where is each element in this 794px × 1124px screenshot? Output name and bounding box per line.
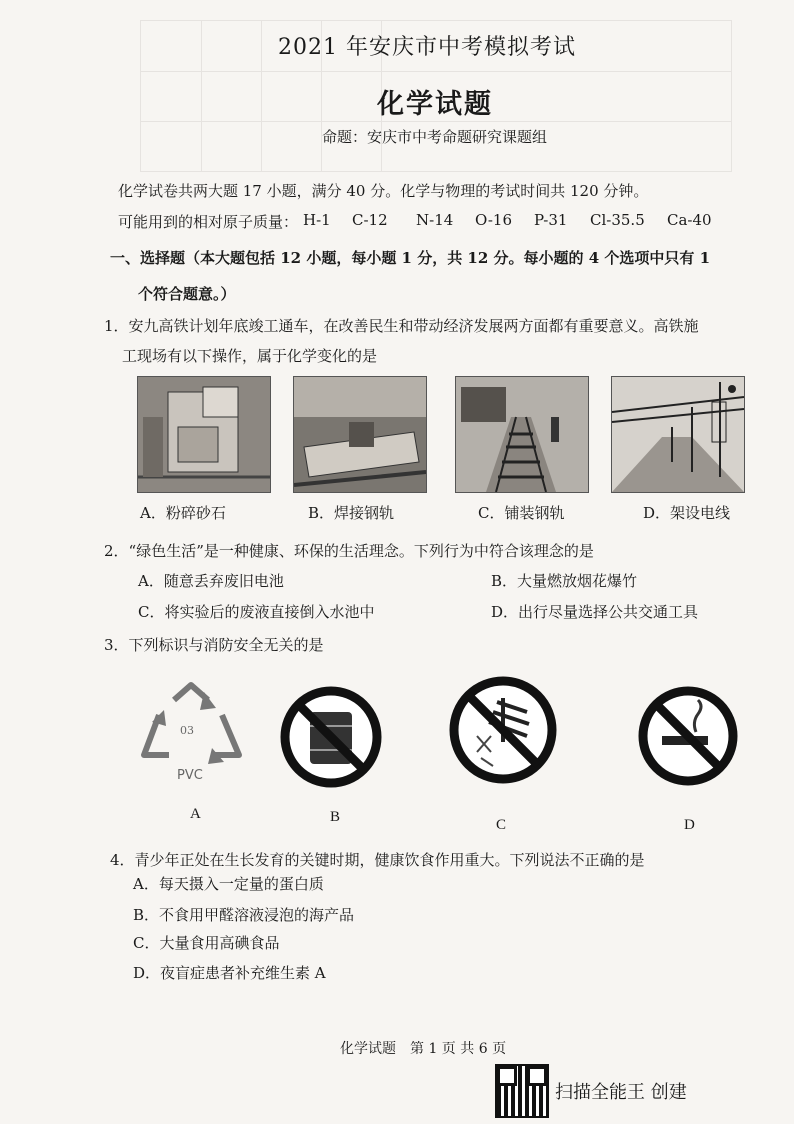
scanner-watermark: 扫描全能王 创建 xyxy=(555,1082,687,1103)
recycle-number: 03 xyxy=(180,724,194,737)
atomic-mass-p: P-31 xyxy=(534,211,568,229)
q1-stem: 1．安九高铁计划年底竣工通车，在改善民生和带动经济发展两方面都有重要意义。高铁施 xyxy=(104,317,699,335)
author-line: 命题：安庆市中考命题研究课题组 xyxy=(322,128,548,146)
q4-option-c: C．大量食用高碘食品 xyxy=(133,934,280,952)
photo-crusher xyxy=(137,376,271,493)
q4-option-b: B．不食用甲醛溶液浸泡的海产品 xyxy=(133,906,355,924)
section-heading: 一、选择题（本大题包括 12 小题，每小题 1 分，共 12 分。每小题的 4 个选项中只有 1 xyxy=(110,249,711,267)
atomic-mass-h: H-1 xyxy=(303,211,331,229)
exam-intro: 化学试卷共两大题 17 小题，满分 40 分。化学与物理的考试时间共 120 分钟。 xyxy=(118,182,649,200)
q1-stem-cont: 工现场有以下操作，属于化学变化的是 xyxy=(122,347,378,365)
section-heading-cont: 个符合题意。） xyxy=(138,285,236,303)
q1-option-c: C．铺装钢轨 xyxy=(478,504,565,522)
photo-welding xyxy=(293,376,427,493)
subject-title: 化学试题 xyxy=(377,89,493,120)
q1-option-b: B．焊接钢轨 xyxy=(308,504,395,522)
q3-label-d: D xyxy=(684,817,695,833)
page-footer: 化学试题 第 1 页 共 6 页 xyxy=(340,1041,507,1057)
exam-title: 2021 年安庆市中考模拟考试 xyxy=(278,35,576,60)
q2-option-c: C．将实验后的废液直接倒入水池中 xyxy=(138,603,375,621)
recycle-text: PVC xyxy=(177,768,203,783)
atomic-mass-label: 可能用到的相对原子质量： xyxy=(118,213,299,231)
q3-label-b: B xyxy=(330,809,341,825)
atomic-mass-n: N-14 xyxy=(416,211,454,229)
q2-option-b: B．大量燃放烟花爆竹 xyxy=(491,572,638,590)
q1-option-a: A．粉碎砂石 xyxy=(140,504,226,522)
photo-track-laying xyxy=(455,376,589,493)
no-fireworks-icon xyxy=(447,674,559,786)
atomic-mass-ca: Ca-40 xyxy=(667,211,712,229)
q3-stem: 3．下列标识与消防安全无关的是 xyxy=(104,636,324,654)
qr-code-icon xyxy=(495,1064,549,1118)
photo-power-lines xyxy=(611,376,745,493)
q2-option-d: D．出行尽量选择公共交通工具 xyxy=(491,603,699,621)
q4-option-d: D．夜盲症患者补充维生素 A xyxy=(133,964,326,982)
no-smoking-icon xyxy=(636,684,740,788)
atomic-mass-c: C-12 xyxy=(352,211,388,229)
q4-stem: 4．青少年正处在生长发育的关键时期，健康饮食作用重大。下列说法不正确的是 xyxy=(110,851,645,869)
q1-option-d: D．架设电线 xyxy=(643,504,731,522)
q2-option-a: A．随意丢弃废旧电池 xyxy=(138,572,284,590)
no-oil-barrel-icon xyxy=(278,684,384,790)
atomic-mass-cl: Cl-35.5 xyxy=(590,211,645,229)
q2-stem: 2．“绿色生活”是一种健康、环保的生活理念。下列行为中符合该理念的是 xyxy=(104,542,594,560)
q3-label-a: A xyxy=(190,806,201,822)
q4-option-a: A．每天摄入一定量的蛋白质 xyxy=(133,875,324,893)
atomic-mass-o: O-16 xyxy=(475,211,513,229)
q3-label-c: C xyxy=(496,817,507,833)
